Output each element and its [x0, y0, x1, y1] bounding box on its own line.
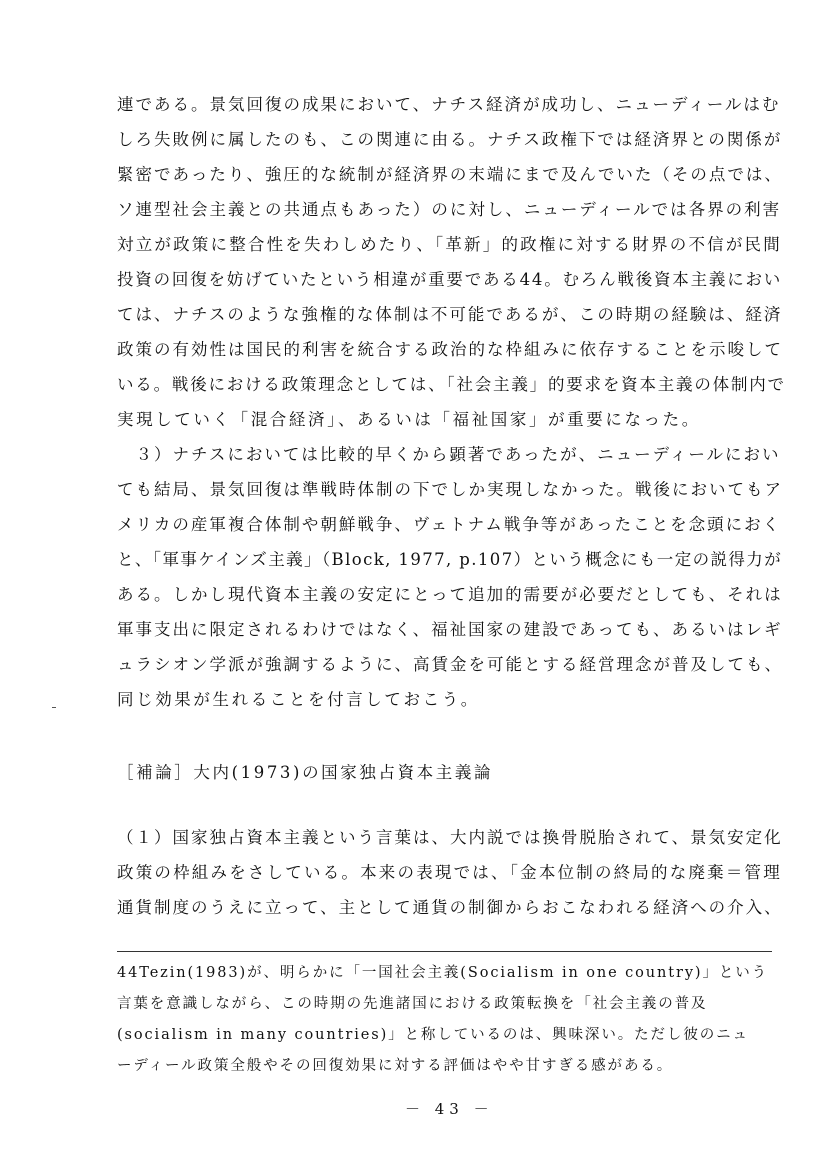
section-heading: ［補論］大内(1973)の国家独占資本主義論	[117, 763, 494, 782]
footnote-line: 言葉を意識しながら、この時期の先進諸国における政策転換を「社会主義の普及	[117, 996, 708, 1012]
body-line: 通貨制度のうえに立って、主として通貨の制御からおこなわれる経済への介入、	[117, 898, 783, 917]
body-line: ３）ナチスにおいては比較的早くから顕著であったが、ニューディールにおい	[117, 445, 781, 464]
body-line: 政策の枠組みをさしている。本来の表現では、「金本位制の終局的な廃棄＝管理	[117, 863, 782, 882]
body-line: （１）国家独占資本主義という言葉は、大内説では換骨脱胎されて、景気安定化	[117, 828, 783, 847]
body-line: 緊密であったり、強圧的な統制が経済界の末端にまで及んでいた（その点では、	[117, 165, 783, 184]
footnote-divider	[117, 951, 772, 952]
footnote-line: (socialism in many countries)」と称しているのは、興味深い。ただし彼のニュ	[117, 1027, 749, 1043]
body-line: メリカの産軍複合体制や朝鮮戦争、ヴェトナム戦争等があったことを念頭におく	[117, 515, 782, 534]
footnote-line: ーディール政策全般やその回復効果に対する評価はやや甘すぎる感がある。	[117, 1058, 674, 1074]
body-line: 同じ効果が生れることを付言しておこう。	[117, 690, 480, 709]
body-line: いる。戦後における政策理念としては、「社会主義」的要求を資本主義の体制内で	[117, 375, 786, 394]
body-line: 投資の回復を妨げていたという相違が重要である44。むろん戦後資本主義におい	[117, 270, 783, 289]
body-line: ソ連型社会主義との共通点もあった）のに対し、ニューディールでは各界の利害	[117, 200, 782, 219]
page-number: － 43 －	[405, 1100, 494, 1118]
body-line: 対立が政策に整合性を失わしめたり、「革新」的政権に対する財界の不信が民間	[117, 235, 782, 254]
body-line: ュラシオン学派が強調するように、高賃金を可能とする経営理念が普及しても、	[117, 655, 783, 674]
footnote-line: 44Tezin(1983)が、明らかに「一国社会主義(Socialism in one country)」という	[117, 965, 769, 981]
body-line: ては、ナチスのような強権的な体制は不可能であるが、この時期の経験は、経済	[117, 305, 783, 324]
body-line: 実現していく「混合経済」、あるいは「福祉国家」が重要になった。	[117, 410, 701, 429]
body-line: 軍事支出に限定されるわけではなく、福祉国家の建設であっても、あるいはレギ	[117, 620, 783, 639]
scan-mark	[52, 707, 56, 708]
body-line: ても結局、景気回復は準戦時体制の下でしか実現しなかった。戦後においてもア	[117, 480, 783, 499]
body-line: 連である。景気回復の成果において、ナチス経済が成功し、ニューディールはむ	[117, 95, 781, 114]
body-line: しろ失敗例に属したのも、この関連に由る。ナチス政権下では経済界との関係が	[117, 130, 783, 149]
body-line: 政策の有効性は国民的利害を統合する政治的な枠組みに依存することを示唆して	[117, 340, 783, 359]
body-line: と、「軍事ケインズ主義」（Block, 1977, p.107）という概念にも一定の説得力が	[117, 550, 783, 569]
body-line: ある。しかし現代資本主義の安定にとって追加的需要が必要だとしても、それは	[117, 585, 783, 604]
